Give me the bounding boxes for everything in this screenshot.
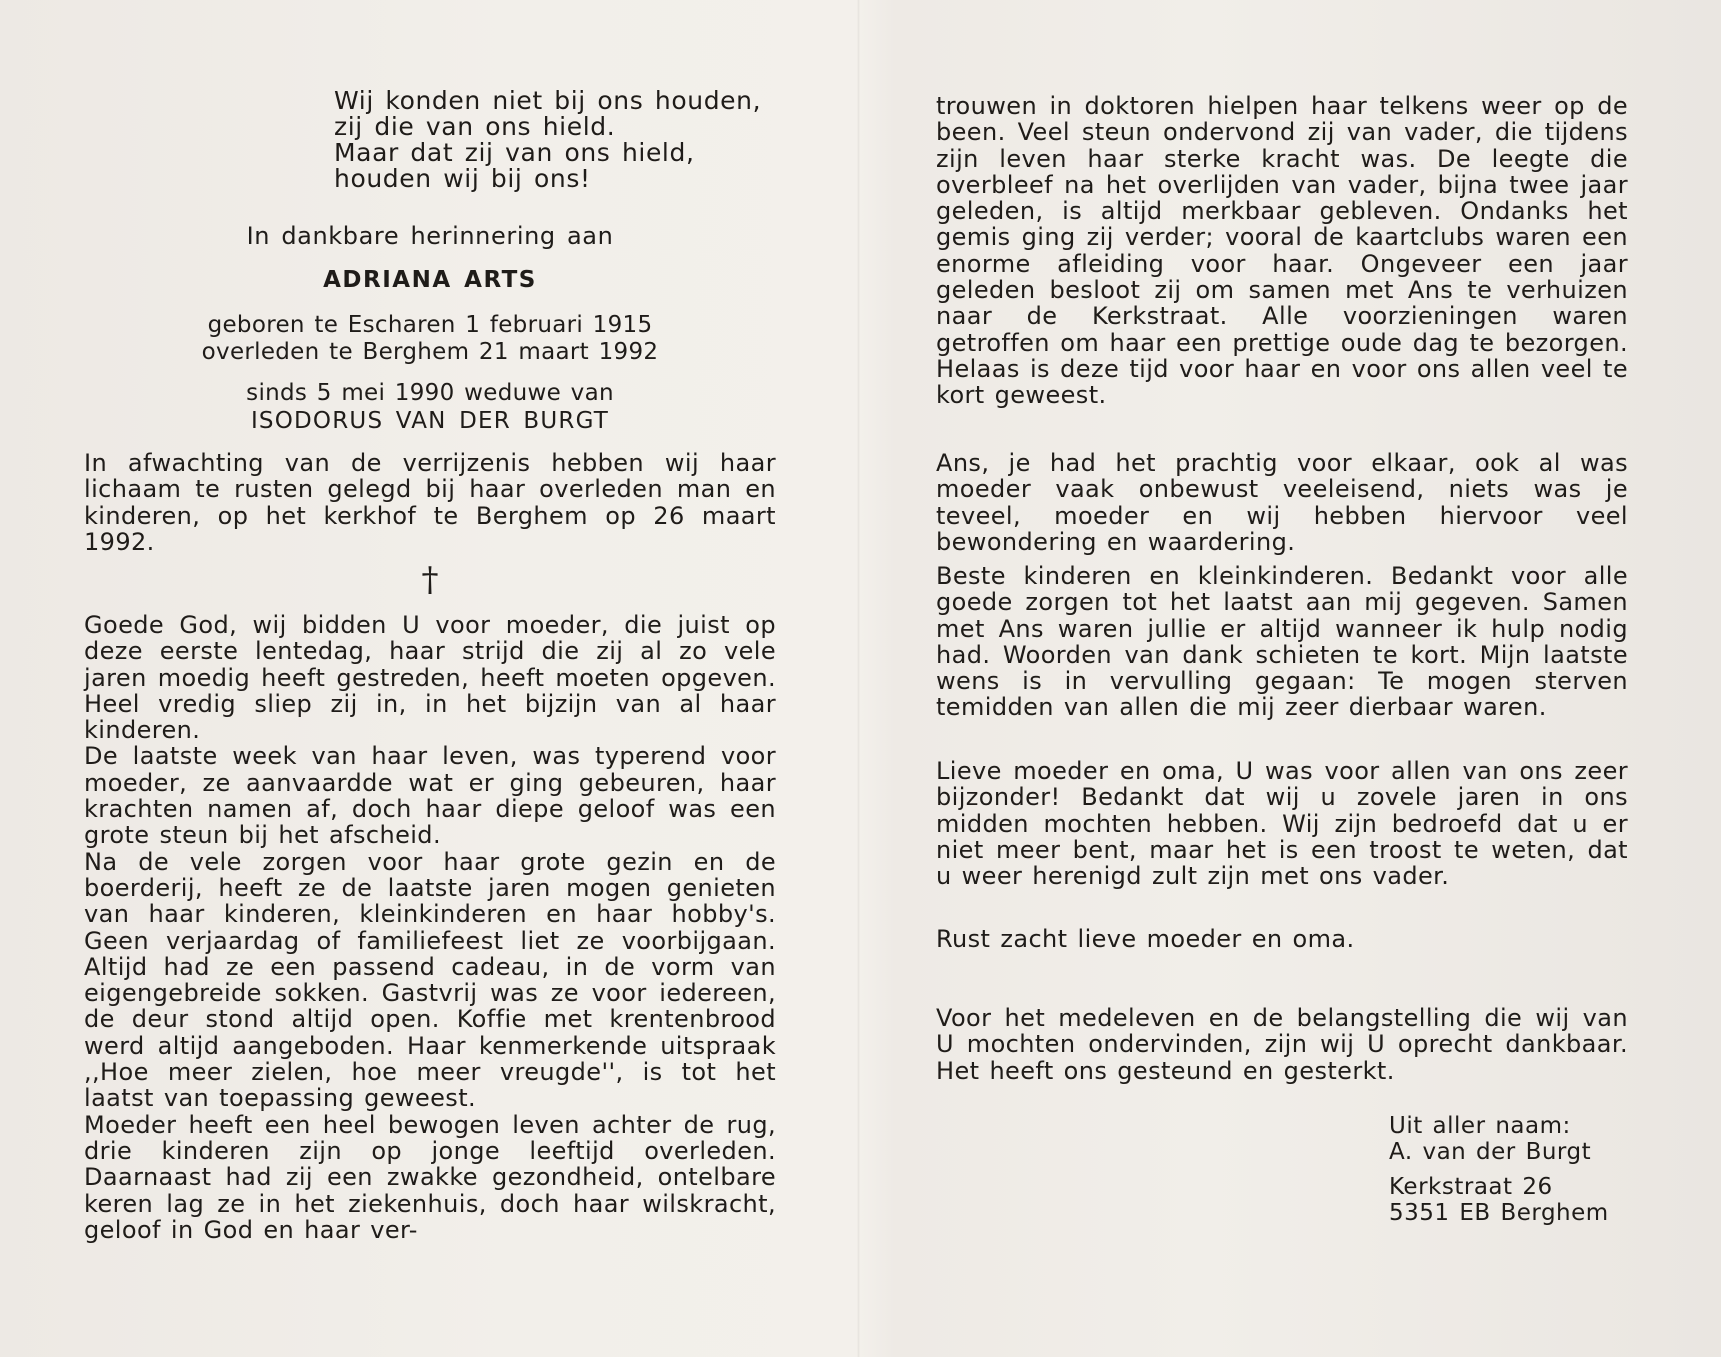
widow-since-line: sinds 5 mei 1990 weduwe van [246, 380, 614, 406]
burial-paragraph: In afwachting van de verrijzenis hebben wij haar lichaam te rusten gelegd bij haar overleden man en kinderen, op het kerkhof te Berghem op 26 maart 1992. [84, 449, 776, 556]
verse-line-2: zij die van ons hield. [334, 112, 616, 141]
prayer-text [84, 612, 776, 1243]
cross-icon: † [421, 560, 439, 600]
mother-paragraph: Lieve moeder en oma, U was voor allen van ons zeer bijzonder! Bedankt dat wij u zovele jaren in ons midden mochten hebben. Wij zijn bedroefd dat u er niet meer bent, maar het is een troost te weten, dat u weer herenigd zult zijn met ons vader. [936, 757, 1628, 891]
card-fold [857, 0, 860, 1357]
life-paragraph: Moeder heeft een heel bewogen leven achter de rug, drie kinderen zijn op jonge leeftijd overleden. Daarnaast had zij een zwakke gezondheid, ontelbare keren lag ze in het ziekenhuis, doch haar wilskracht, geloof in God en haar ver- [84, 1110, 776, 1244]
address-block [1389, 1174, 1609, 1226]
signature-name: A. van der Burgt [1389, 1139, 1592, 1165]
birth-line: geboren te Escharen 1 februari 1915 [207, 312, 653, 338]
death-line: overleden te Berghem 21 maart 1992 [201, 339, 659, 365]
address-city: 5351 EB Berghem [1389, 1200, 1609, 1226]
signature-block [1389, 1113, 1591, 1165]
children-paragraph: Beste kinderen en kleinkinderen. Bedankt voor alle goede zorgen tot het laatst aan mij gegeven. Samen met Ans waren jullie er altijd wanneer ik hulp nodig had. Woorden van dank schieten te kort. Mijn laatste wens is in vervulling gegaan: Te mogen sterven temidden van allen die mij zeer dierbaar waren. [936, 562, 1628, 722]
memorial-verse [334, 88, 761, 192]
rest-line: Rust zacht lieve moeder en oma. [936, 925, 1355, 953]
later-years-paragraph: Na de vele zorgen voor haar grote gezin en de boerderij, heeft ze de laatste jaren mogen genieten van haar kinderen, kleinkinderen en haar hobby's. Geen verjaardag of familiefeest liet ze voorbijgaan. Altijd had ze een passend cadeau, in de vorm van eigengebreide sokken. Gastvrij was ze voor iedereen, de deur stond altijd open. Koffie met krentenbrood werd altijd aangeboden. Haar kenmerkende uitspraak ,,Hoe meer zielen, hoe meer vreugde'', is tot het laatst van toepassing geweest. [84, 847, 776, 1113]
spouse-name: ISODORUS VAN DER BURGT [250, 408, 610, 434]
verse-line-4: houden wij bij ons! [334, 164, 591, 193]
signature-label: Uit aller naam: [1389, 1113, 1571, 1139]
verse-line-1: Wij konden niet bij ons houden, [334, 86, 762, 115]
ans-paragraph: Ans, je had het prachtig voor elkaar, ook al was moeder vaak onbewust veeleisend, niets was je teveel, moeder en wij hebben hiervoor veel bewondering en waardering. [936, 449, 1628, 556]
address-street: Kerkstraat 26 [1389, 1174, 1553, 1200]
thanks-paragraph: Voor het medeleven en de belangstelling die wij van U mochten ondervinden, zijn wij U oprecht dankbaar. Het heeft ons gesteund en gesterkt. [936, 1004, 1628, 1085]
remembrance-intro: In dankbare herinnering aan [246, 222, 614, 250]
prayer-paragraph: Goede God, wij bidden U voor moeder, die juist op deze eerste lentedag, haar strijd die zij al zo vele jaren moedig heeft gestreden, heeft moeten opgeven. Heel vredig sliep zij in, in het bijzijn van al haar kinderen. [84, 611, 776, 745]
verse-line-3: Maar dat zij van ons hield, [334, 138, 695, 167]
last-week-paragraph: De laatste week van haar leven, was typerend voor moeder, ze aanvaardde wat er ging gebeuren, haar krachten namen af, doch haar diepe geloof was een grote steun bij het afscheid. [84, 742, 776, 850]
life-continued-paragraph: trouwen in doktoren hielpen haar telkens weer op de been. Veel steun ondervond zij van vader, die tijdens zijn leven haar sterke kracht was. De leegte die overbleef na het overlijden van vader, bijna twee jaar geleden, is altijd merkbaar gebleven. Ondanks het gemis ging zij verder; vooral de kaartclubs waren een enorme afleiding voor haar. Ongeveer een jaar geleden besloot zij om samen met Ans te verhuizen naar de Kerkstraat. Alle voorzieningen waren getroffen om haar een prettige oude dag te bezorgen. Helaas is deze tijd voor haar en voor ons allen veel te kort geweest. [936, 92, 1628, 410]
deceased-name: ADRIANA ARTS [323, 267, 537, 293]
